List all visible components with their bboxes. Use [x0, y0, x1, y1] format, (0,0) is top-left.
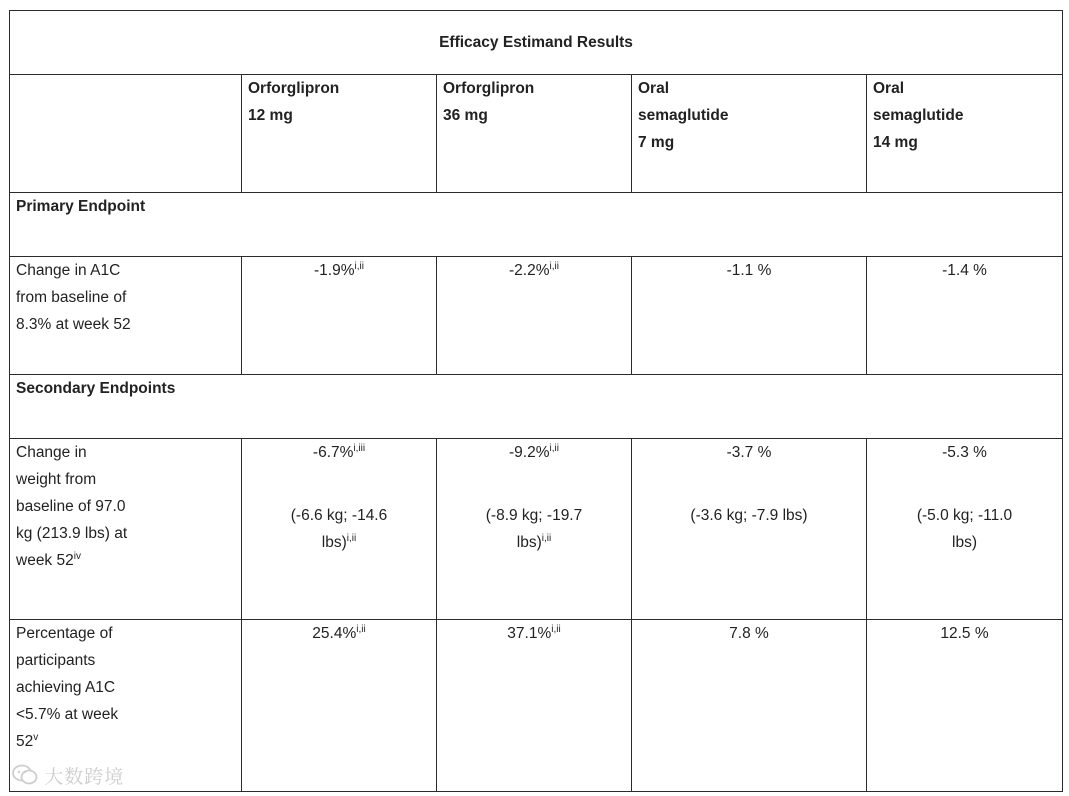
cell-weight-semaglutide-14mg [867, 439, 1063, 620]
cell-a1c-semaglutide-14mg [867, 257, 1063, 375]
footnote-marker: i,ii [356, 624, 366, 635]
cell-subvalue: (-5.0 kg; -11.0 lbs) [916, 507, 1013, 551]
cell-pct-orforglipron-36mg [437, 620, 632, 792]
cell-weight-orforglipron-12mg [242, 439, 437, 620]
cell-subvalue: (-6.6 kg; -14.6 lbs) [290, 507, 388, 551]
column-header-orforglipron-36mg [437, 75, 632, 193]
footnote-marker: v [33, 732, 39, 743]
efficacy-results-table [9, 10, 1063, 792]
cell-a1c-semaglutide-7mg [632, 257, 867, 375]
row-label-text: Change in weight from baseline of 97.0 kg (213.9 lbs) at week 52 [16, 444, 128, 569]
watermark-text: 大数跨境 [44, 767, 125, 788]
cell-value: -1.1 % [726, 262, 772, 279]
watermark [12, 762, 124, 789]
cell-value: -9.2% [509, 444, 550, 461]
cell-value: -5.3 % [942, 444, 987, 461]
cell-value: 12.5 % [940, 625, 989, 642]
footnote-marker: i,ii [549, 443, 559, 454]
cell-pct-orforglipron-12mg [242, 620, 437, 792]
cell-a1c-orforglipron-12mg [242, 257, 437, 375]
footnote-marker: i,ii [541, 533, 552, 544]
column-header-oral-semaglutide-7mg [632, 75, 867, 193]
secondary-section-row [10, 375, 1063, 439]
column-header-line: semaglutide [638, 107, 729, 124]
cell-value: 37.1% [507, 625, 552, 642]
column-header-line: Oral [873, 80, 905, 97]
column-header-line: 12 mg [248, 107, 293, 124]
row-label-a1c: Change in A1C from baseline of 8.3% at week 52 [10, 257, 242, 375]
column-header-line: 14 mg [873, 134, 918, 151]
table-row [10, 257, 1063, 375]
column-header-line: 7 mg [638, 134, 675, 151]
cell-value: -3.7 % [726, 444, 772, 461]
row-label-text: Percentage of participants achieving A1C <5.7% at week 52 [16, 625, 119, 750]
footnote-marker: i,ii [354, 261, 364, 272]
cell-weight-orforglipron-36mg [437, 439, 632, 620]
column-header-line: 36 mg [443, 107, 488, 124]
row-label-weight [10, 439, 242, 620]
column-header-line: Oral [638, 80, 670, 97]
empty-header-cell [10, 75, 242, 193]
primary-section-row [10, 193, 1063, 257]
column-header-oral-semaglutide-14mg [867, 75, 1063, 193]
column-header-row [10, 75, 1063, 193]
secondary-endpoints-heading: Secondary Endpoints [10, 375, 1063, 439]
primary-endpoint-heading: Primary Endpoint [10, 193, 1063, 257]
footnote-marker: i,ii [549, 261, 559, 272]
table-row [10, 620, 1063, 792]
footnote-marker: i,ii [551, 624, 561, 635]
cell-pct-semaglutide-14mg [867, 620, 1063, 792]
footnote-marker: iv [73, 551, 81, 562]
cell-weight-semaglutide-7mg [632, 439, 867, 620]
cell-value: 25.4% [312, 625, 357, 642]
cell-a1c-orforglipron-36mg [437, 257, 632, 375]
column-header-orforglipron-12mg [242, 75, 437, 193]
footnote-marker: i,iii [353, 443, 366, 454]
cell-value: -1.9% [314, 262, 355, 279]
column-header-line: Orforglipron [248, 80, 340, 97]
column-header-line: semaglutide [873, 107, 964, 124]
cell-value: -1.4 % [942, 262, 987, 279]
cell-value: -6.7% [312, 444, 354, 461]
table-title: Efficacy Estimand Results [10, 11, 1063, 75]
column-header-line: Orforglipron [443, 80, 535, 97]
cell-pct-semaglutide-7mg [632, 620, 867, 792]
footnote-marker: i,ii [346, 533, 357, 544]
cell-value: 7.8 % [729, 625, 769, 642]
cell-subvalue: (-3.6 kg; -7.9 lbs) [690, 507, 808, 524]
table-row [10, 439, 1063, 620]
wechat-style-logo-icon [12, 764, 38, 786]
cell-value: -2.2% [509, 262, 550, 279]
cell-subvalue: (-8.9 kg; -19.7 lbs) [485, 507, 583, 551]
